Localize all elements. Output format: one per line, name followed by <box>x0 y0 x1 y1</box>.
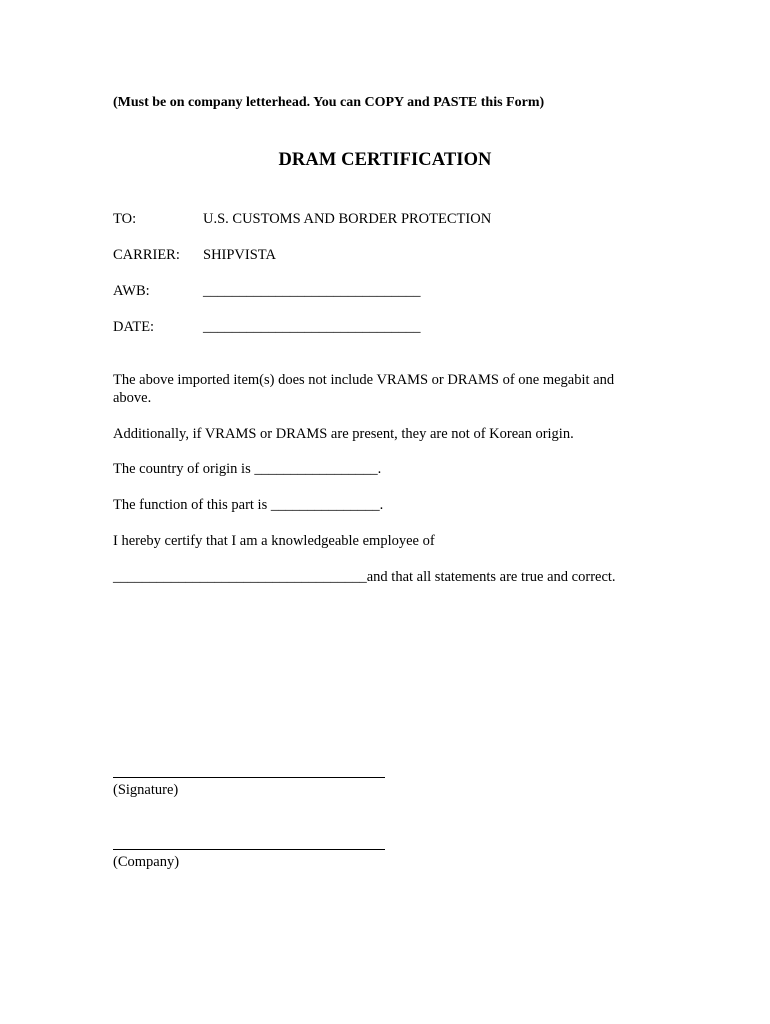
signature-label: (Signature) <box>113 782 179 798</box>
paragraph-country-of-origin: The country of origin is _________________. <box>113 461 382 477</box>
company-line <box>113 849 385 850</box>
paragraph-statements: ___________________________________and that all statements are true and correct. <box>113 569 616 585</box>
carrier-label: CARRIER: <box>113 247 180 263</box>
to-label: TO: <box>113 211 137 227</box>
date-label: DATE: <box>113 319 155 335</box>
carrier-value: SHIPVISTA <box>203 247 276 263</box>
date-blank: ______________________________ <box>203 319 421 335</box>
awb-blank: ______________________________ <box>203 283 421 299</box>
company-label: (Company) <box>113 854 180 870</box>
to-value: U.S. CUSTOMS AND BORDER PROTECTION <box>203 211 492 227</box>
paragraph-certify: I hereby certify that I am a knowledgeable employee of <box>113 533 435 549</box>
paragraph-function: The function of this part is _______________. <box>113 497 384 513</box>
signature-line <box>113 777 385 778</box>
paragraph-korean-origin: Additionally, if VRAMS or DRAMS are present, they are not of Korean origin. <box>113 426 574 442</box>
document-title: DRAM CERTIFICATION <box>278 150 492 170</box>
letterhead-note: (Must be on company letterhead. You can COPY and PASTE this Form) <box>113 95 545 110</box>
awb-label: AWB: <box>113 283 150 299</box>
paragraph-no-vrams: The above imported item(s) does not include VRAMS or DRAMS of one megabit and above. <box>113 372 615 406</box>
